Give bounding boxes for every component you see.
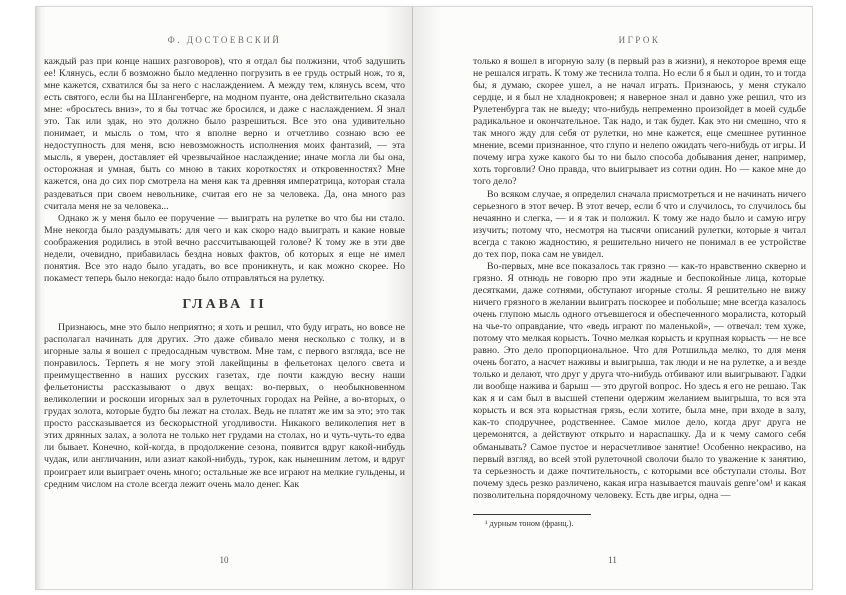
page-number-left: 10 — [219, 555, 229, 565]
paragraph: Признаюсь, мне это было неприятно; я хоть и решил, что буду играть, но вовсе не располагал начинать для других. Это даже сбивало меня несколько с толку, и в игорные залы я вошел с предосадным чувством. Мне там, с первого взгляда, все не понравилось. Терпеть я не могу этой лакейщины в фельетонах целого света и преимущественно в наших русских газетах, где почти каждую весну наши фельетонисты рассказывают о двух вещах: во-первых, о необыкновенном великолепии и роскоши игорных зал в рулеточных городах на Рейне, а во-вторых, о грудах золота, которые будто бы лежат на столах. Ведь не платят же им за это; это так просто рассказывается из бескорыстной угодливости. Никакого великолепия нет в этих дрянных залах, а золота не только нет грудами на столах, но и чуть-чуть-то едва ли бывает. Конечно, кой-когда, в продолжение сезона, появится вдруг какой-нибудь чудак, или англичанин, или азиат какой-нибудь, турок, как нынешним летом, и вдруг проиграет или выиграет очень много; остальные же все играют на мелкие гульдены, и средним числом на столе всегда лежит очень мало денег. Как — [44, 321, 405, 490]
right-page-text — [473, 56, 806, 529]
left-page — [36, 7, 413, 589]
paragraph: Во всяком случае, я определил сначала присмотреться и не начинать ничего серьезного в этот вечер. В этот вечер, если б что и случилось, то случилось бы нечаянно и слегка, — и я так и положил. К тому же надо было и самую игру изучить; потому что, несмотря на тысячи описаний рулетки, которые я читал всегда с такою жадностию, я решительно ничего не понимал в ее устройстве до тех пор, пока сам не увидел. — [473, 188, 806, 260]
book-spread — [35, 6, 813, 590]
paragraph: Во-первых, мне все показалось так грязно — как-то нравственно скверно и грязно. Я отнюдь не говорю про эти жадные и беспокойные лица, которые десятками, даже сотнями, обступают игорные столы. Я решительно не вижу ничего грязного в желании выиграть поскорее и побольше; мне всегда казалось очень глупою мысль одного отъевшегося и обеспеченного моралиста, который на чье-то оправдание, что «ведь играют по маленькой», — отвечал: тем хуже, потому что мелкая корысть. Точно мелкая корысть и крупная корысть — не все равно. Это дело пропорциональное. Что для Ротшильда мелко, то для меня очень богато, а насчет наживы и выигрыша, так люди и не на рулетке, а и везде только и делают, что друг у друга что-нибудь отбивают или выигрывают. Гадки ли вообще нажива и барыш — это другой вопрос. Но здесь я его не решаю. Так как я и сам был в высшей степени одержим желанием выигрыша, то вся эта корысть и вся эта корыстная грязь, если хотите, была мне, при входе в залу, как-то сподручнее, родственнее. Самое милое дело, когда друг друга не церемонятся, а действуют открыто и нараспашку. Да и к чему самого себя обманывать? Самое пустое и нерасчетливое занятие! Особенно некрасиво, на первый взгляд, во всей этой рулеточной сволочи было то уважение к занятию, та серьезность и даже почтительность, с которыми все обступали столы. Вот почему здесь резко различено, какая игра называется mauvais genre’ом¹ и какая позволительна порядочному человеку. Есть две игры, одна — — [473, 260, 806, 501]
paragraph: каждый раз при конце наших разговоров), что я отдал бы полжизни, чтоб задушить ее! Клянусь, если б возможно было медленно погрузить в ее грудь острый нож, то я, мне кажется, схватился бы за него с наслаждением. А между тем, клянусь всем, что есть святого, если бы на Шлангенберге, на модном пуанте, она действительно сказала мне: «бросьтесь вниз», то я бы тотчас же бросился, и даже с наслаждением. Я знал это. Так или эдак, но это должно было разрешиться. Все это она удивительно понимает, и мысль о том, что я вполне верно и отчетливо сознаю всю ее недоступность для меня, всю невозможность исполнения моих фантазий, — эта мысль, я уверен, доставляет ей чрезвычайное наслаждение; иначе могла ли бы она, осторожная и умная, быть со мною в таких короткостях и откровенностях? Мне кажется, она до сих пор смотрела на меня как та древняя императрица, которая стала раздеваться при своем невольнике, считая его не за человека. Да, она много раз считала меня не за человека... — [44, 56, 405, 212]
footnote-block — [473, 514, 806, 529]
running-head-title: ИГРОК — [618, 35, 661, 45]
footnote: ¹ дурным тоном (франц.). — [485, 518, 574, 528]
chapter-heading: ГЛАВА II — [182, 296, 267, 312]
right-page — [413, 7, 812, 589]
paragraph: только я вошел в игорную залу (в первый раз в жизни), я некоторое время еще не решался играть. К тому же теснила толпа. Но если б я был и один, то и тогда бы, я думаю, скорее ушел, а не начал играть. Признаюсь, у меня стукало сердце, и я был не хладнокровен; я наверное знал и давно уже решил, что из Рулетенбурга так не выеду; что-нибудь непременно произойдет в моей судьбе радикальное и окончательное. Так надо, и так будет. Как это ни смешно, что я так много жду для себя от рулетки, но мне кажется, еще смешнее рутинное мнение, всеми признанное, что глупо и нелепо ожидать чего-нибудь от игры. И почему игра хуже какого бы то ни было способа добывания денег, например, хоть торговли? Оно правда, что выигрывает из сотни один. Но — какое мне до того дело? — [473, 56, 806, 188]
running-head-author: Ф. ДОСТОЕВСКИЙ — [167, 35, 282, 45]
footnote-divider — [473, 514, 591, 515]
page-number-right: 11 — [608, 555, 617, 565]
left-page-text — [44, 56, 405, 491]
paragraph: Однако ж у меня было ее поручение — выиграть на рулетке во что бы ни стало. Мне некогда было раздумывать: для чего и как скоро надо выиграть и какие новые соображения родились в этой вечно рассчитывающей голове? К тому же в эти две недели, очевидно, прибавилась бездна новых фактов, об которых я еще не имел понятия. Все это надо было угадать, во все проникнуть, и как можно скорее. Но покамест теперь было некогда: надо было отправляться на рулетку. — [44, 212, 405, 284]
